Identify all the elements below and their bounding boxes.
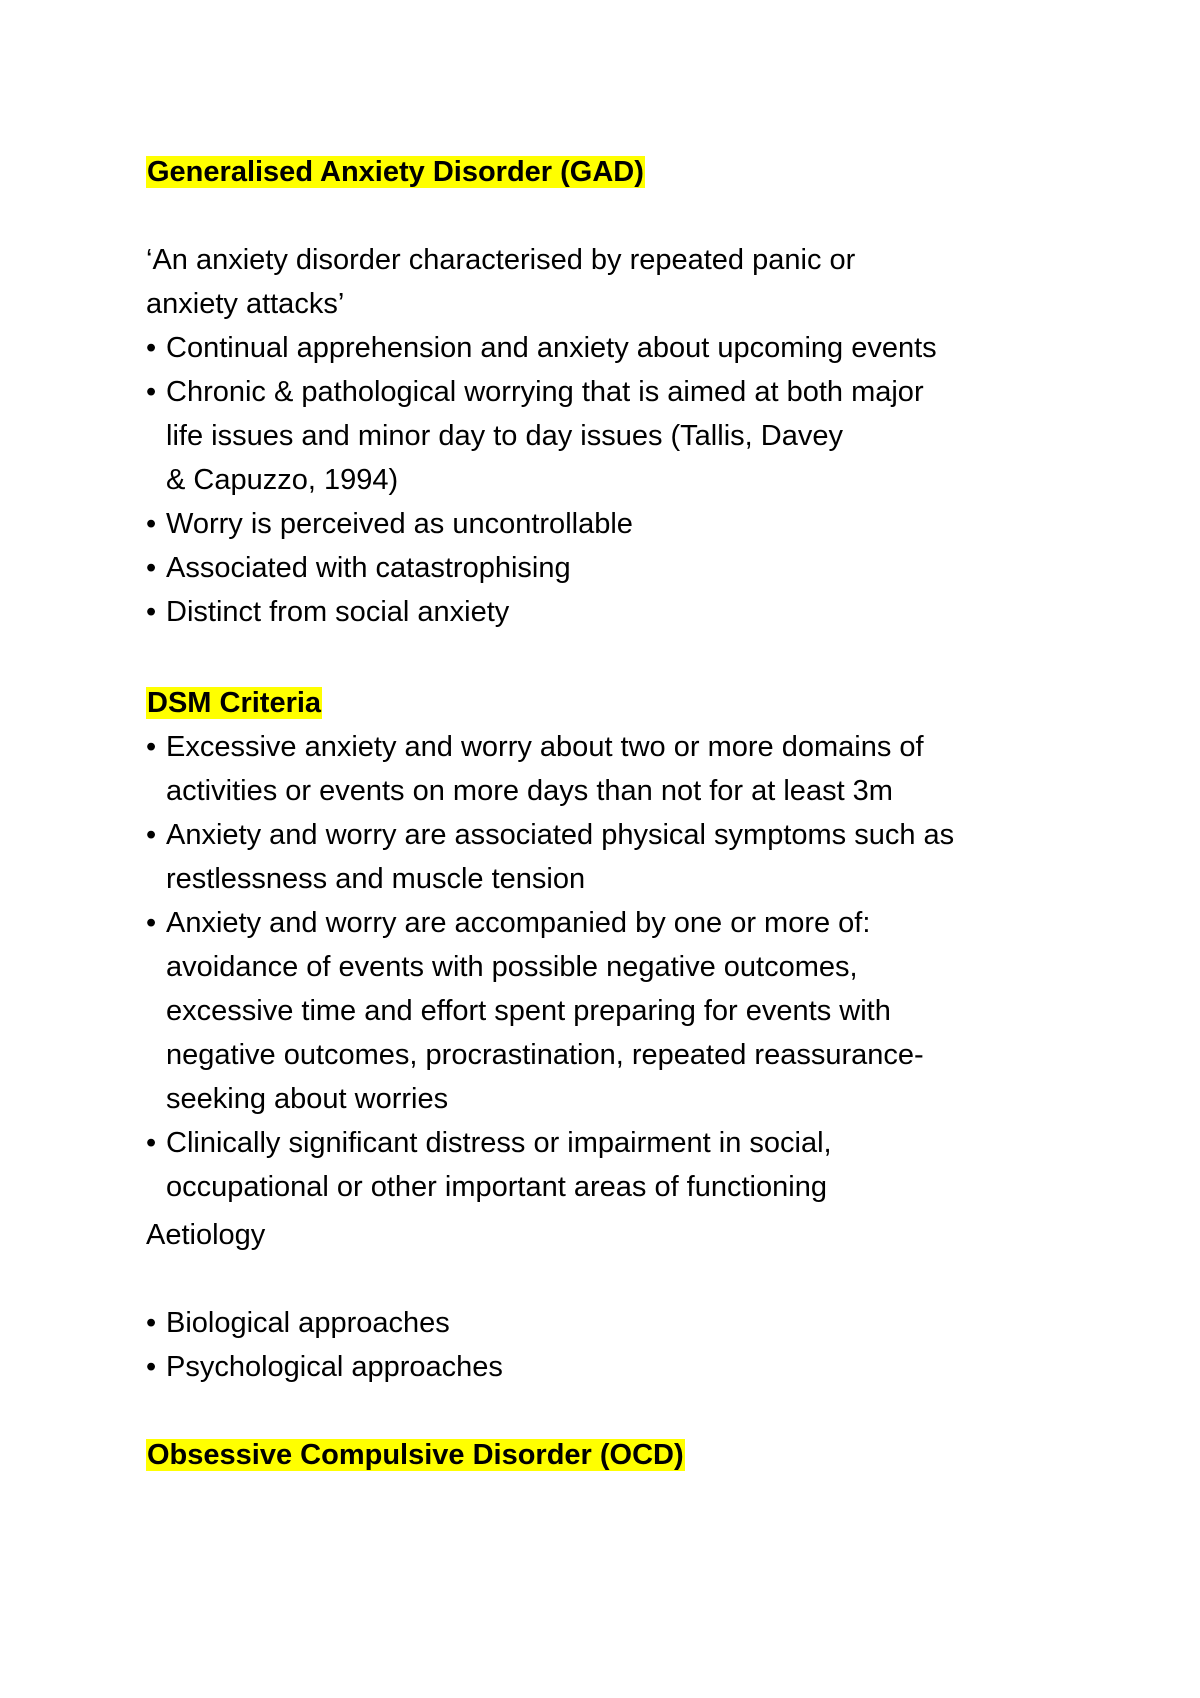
bullet-marker: • xyxy=(146,508,157,540)
bullet-item xyxy=(146,901,1076,1121)
bullet-item xyxy=(146,1121,1076,1209)
bullet-marker: • xyxy=(146,596,157,628)
bullet-first-line xyxy=(146,901,1076,945)
bullet-continuation-line: restlessness and muscle tension xyxy=(166,863,586,895)
bullet-item xyxy=(146,813,1076,901)
dsm-heading: DSM Criteria xyxy=(147,687,322,719)
bullet-marker: • xyxy=(146,552,157,584)
bullet-first-line xyxy=(146,502,1076,546)
bullet-first-line xyxy=(146,813,1076,857)
bullet-continuation-line: & Capuzzo, 1994) xyxy=(166,464,399,496)
bullet-item xyxy=(146,370,1076,502)
bullet-text: Associated with catastrophising xyxy=(166,552,571,584)
bullet-marker: • xyxy=(146,731,157,763)
bullet-first-line xyxy=(146,725,1076,769)
bullet-continuation-line: negative outcomes, procrastination, repeated reassurance- xyxy=(166,1039,924,1071)
bullet-first-line xyxy=(146,546,1076,590)
bullet-first-line xyxy=(146,326,1076,370)
bullet-text: Psychological approaches xyxy=(166,1351,503,1383)
bullet-marker: • xyxy=(146,907,157,939)
bullet-first-line xyxy=(146,590,1076,634)
gad-bullet-list xyxy=(146,326,1076,634)
gad-definition xyxy=(146,238,1076,326)
bullet-continuation-line: occupational or other important areas of functioning xyxy=(166,1171,827,1203)
bullet-text: Anxiety and worry are accompanied by one or more of: xyxy=(166,907,871,939)
aetiology-section xyxy=(146,1213,1076,1257)
bullet-continuation-line: avoidance of events with possible negative outcomes, xyxy=(166,951,858,983)
bullet-text: Continual apprehension and anxiety about upcoming events xyxy=(166,332,937,364)
aetiology-bullet-list xyxy=(146,1301,1076,1389)
bullet-text: Distinct from social anxiety xyxy=(166,596,510,628)
ocd-section xyxy=(146,1433,1076,1477)
bullet-text: Chronic & pathological worrying that is aimed at both major xyxy=(166,376,924,408)
bullet-marker: • xyxy=(146,1307,157,1339)
bullet-item xyxy=(146,502,1076,546)
ocd-heading: Obsessive Compulsive Disorder (OCD) xyxy=(147,1439,684,1471)
bullet-first-line xyxy=(146,370,1076,414)
bullet-first-line xyxy=(146,1345,1076,1389)
dsm-section xyxy=(146,681,1076,725)
bullet-text: Anxiety and worry are associated physical symptoms such as xyxy=(166,819,955,851)
bullet-item xyxy=(146,1301,1076,1345)
gad-section xyxy=(146,150,1076,194)
bullet-item xyxy=(146,590,1076,634)
bullet-item xyxy=(146,326,1076,370)
bullet-continuation-line: excessive time and effort spent preparing for events with xyxy=(166,995,891,1027)
dsm-bullet-list xyxy=(146,725,1076,1209)
bullet-text: Biological approaches xyxy=(166,1307,450,1339)
bullet-marker: • xyxy=(146,332,157,364)
bullet-text: Worry is perceived as uncontrollable xyxy=(166,508,633,540)
bullet-continuation-line: seeking about worries xyxy=(166,1083,449,1115)
bullet-marker: • xyxy=(146,1351,157,1383)
bullet-item xyxy=(146,546,1076,590)
aetiology-label: Aetiology xyxy=(146,1219,266,1251)
bullet-marker: • xyxy=(146,819,157,851)
bullet-marker: • xyxy=(146,1127,157,1159)
bullet-continuation-line: life issues and minor day to day issues (Tallis, Davey xyxy=(166,420,843,452)
gad-definition-line-2: anxiety attacks’ xyxy=(146,288,345,320)
bullet-marker: • xyxy=(146,376,157,408)
bullet-text: Excessive anxiety and worry about two or more domains of xyxy=(166,731,924,763)
bullet-first-line xyxy=(146,1121,1076,1165)
gad-definition-line-1: ‘An anxiety disorder characterised by repeated panic or xyxy=(146,244,856,276)
gad-heading: Generalised Anxiety Disorder (GAD) xyxy=(147,156,644,188)
bullet-continuation-line: activities or events on more days than not for at least 3m xyxy=(166,775,893,807)
bullet-item xyxy=(146,725,1076,813)
bullet-first-line xyxy=(146,1301,1076,1345)
bullet-item xyxy=(146,1345,1076,1389)
bullet-text: Clinically significant distress or impairment in social, xyxy=(166,1127,832,1159)
